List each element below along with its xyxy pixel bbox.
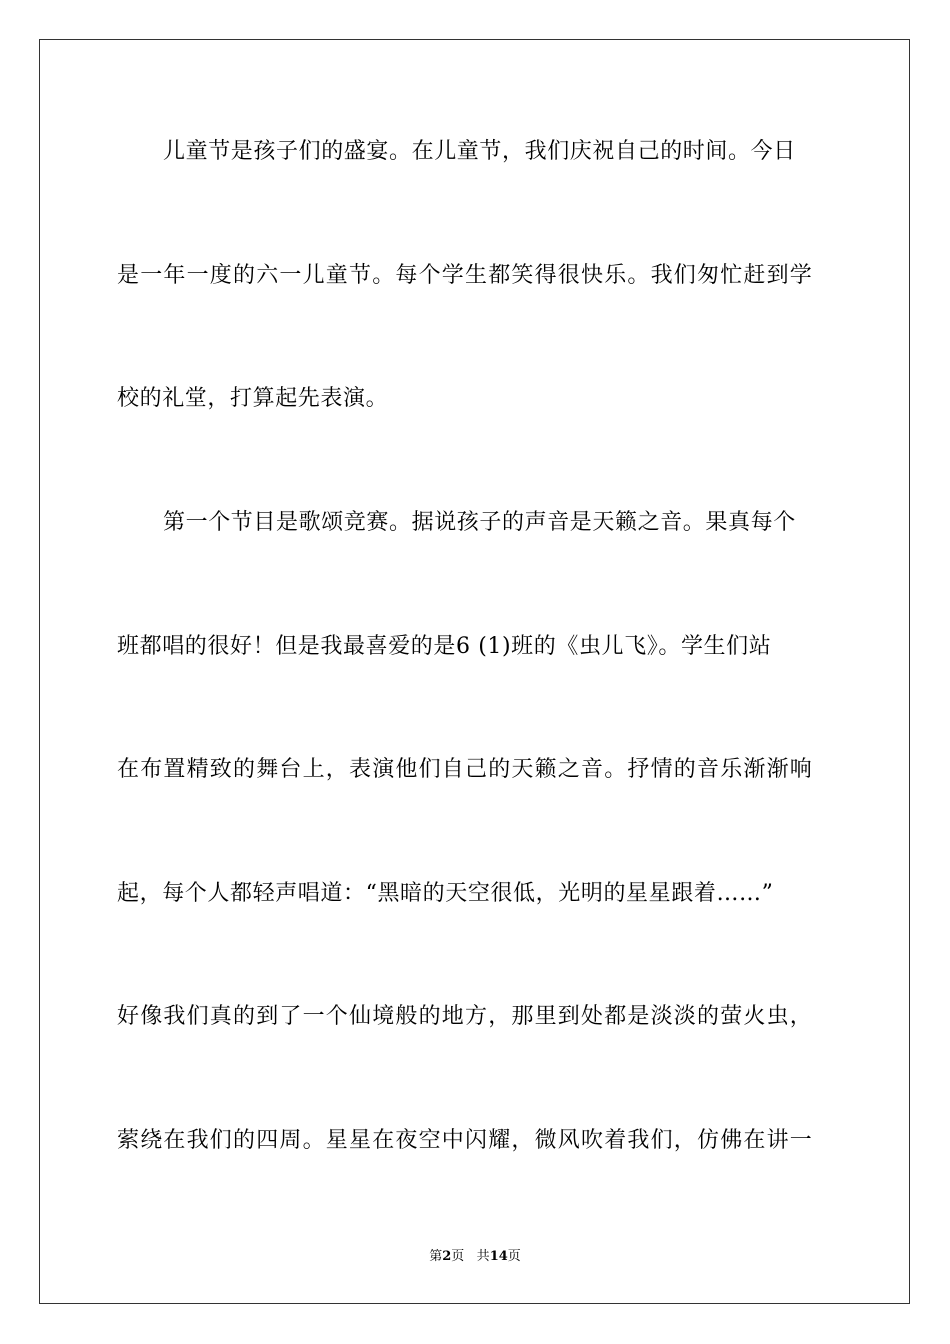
paragraph-2-line-6: 萦绕在我们的四周。星星在夜空中闪耀，微风吹着我们，仿佛在讲一 bbox=[117, 1128, 814, 1153]
footer-page-prefix: 第 bbox=[429, 1249, 443, 1264]
footer-total-prefix: 共 bbox=[476, 1249, 490, 1264]
footer-page-suffix: 页 bbox=[451, 1249, 465, 1264]
page-footer bbox=[0, 1248, 950, 1266]
paragraph-2-line-5: 好像我们真的到了一个仙境般的地方，那里到处都是淡淡的萤火虫， bbox=[117, 1004, 814, 1029]
footer-page-number: 2 bbox=[442, 1249, 452, 1264]
paragraph-2-line-2: 班都唱的很好！但是我最喜爱的是6 (1)班的《虫儿飞》。学生们站 bbox=[117, 634, 772, 659]
paragraph-1-line-1: 儿童节是孩子们的盛宴。在儿童节，我们庆祝自己的时间。今日 bbox=[163, 139, 796, 164]
paragraph-2-line-1: 第一个节目是歌颂竞赛。据说孩子的声音是天籁之音。果真每个 bbox=[163, 510, 796, 535]
paragraph-2-line-4: 起，每个人都轻声唱道：“黑暗的天空很低，光明的星星跟着……” bbox=[117, 881, 774, 906]
footer-total-pages: 14 bbox=[489, 1249, 508, 1264]
paragraph-2-line-3: 在布置精致的舞台上，表演他们自己的天籁之音。抒情的音乐渐渐响 bbox=[117, 757, 814, 782]
paragraph-1-line-2: 是一年一度的六一儿童节。每个学生都笑得很快乐。我们匆忙赶到学 bbox=[117, 263, 814, 288]
paragraph-1-line-3: 校的礼堂，打算起先表演。 bbox=[117, 386, 389, 411]
footer-total-suffix: 页 bbox=[507, 1249, 521, 1264]
page-border bbox=[39, 39, 910, 1304]
